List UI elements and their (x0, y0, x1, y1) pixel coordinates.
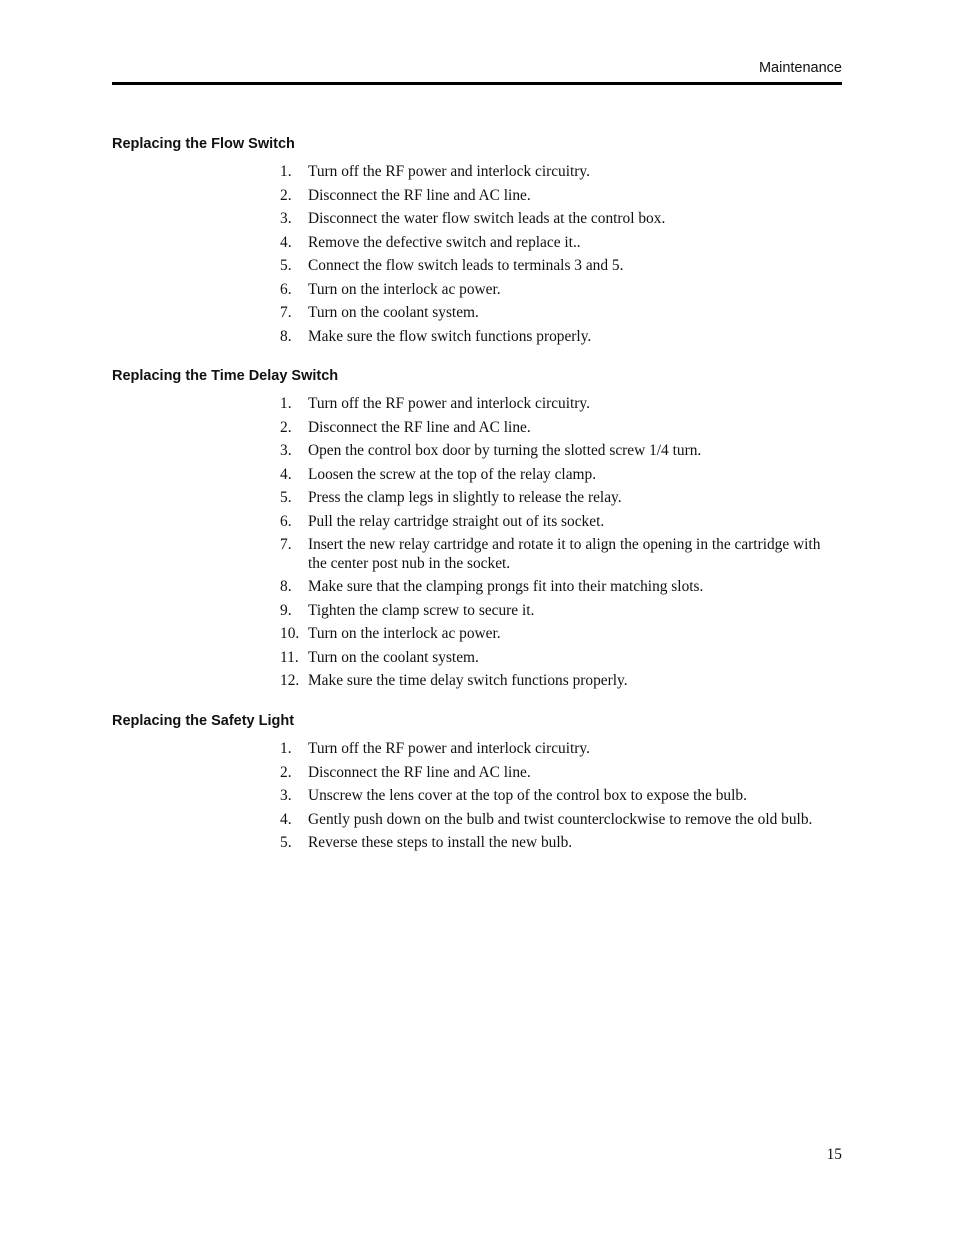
list-item (280, 740, 835, 759)
step-text: Turn on the interlock ac power. (308, 280, 501, 298)
step-text: Gently push down on the bulb and twist counterclockwise to remove the old bulb. (308, 810, 813, 828)
step-number: 4. (280, 810, 292, 828)
list-item (280, 442, 835, 461)
list-item (280, 764, 835, 783)
list-item (280, 625, 835, 644)
step-number: 3. (280, 210, 292, 227)
list-item (280, 466, 835, 485)
list-item (280, 419, 835, 438)
step-number: 5. (280, 257, 292, 274)
step-number: 8. (280, 578, 292, 595)
list-item (280, 787, 835, 806)
page-header (112, 58, 842, 86)
step-number: 4. (280, 465, 292, 483)
step-number: 3. (280, 442, 292, 459)
list-item (280, 163, 835, 182)
step-number: 4. (280, 233, 292, 251)
step-number: 11. (280, 648, 299, 666)
section-heading: Replacing the Time Delay Switch (112, 368, 339, 384)
step-number: 10. (280, 625, 300, 642)
list-item (280, 536, 835, 573)
section-heading: Replacing the Safety Light (112, 713, 295, 729)
step-text: Disconnect the RF line and AC line. (308, 763, 531, 781)
list-item (280, 834, 835, 853)
list-item (280, 257, 835, 276)
step-text: Loosen the screw at the top of the relay clamp. (308, 465, 597, 483)
step-number: 1. (280, 740, 292, 757)
header-rule (112, 82, 842, 85)
step-text: Unscrew the lens cover at the top of the control box to expose the bulb. (308, 787, 747, 804)
list-item (280, 304, 835, 323)
list-item (280, 234, 835, 253)
list-item (280, 513, 835, 532)
step-text: Make sure the flow switch functions properly. (308, 327, 592, 345)
list-item (280, 672, 835, 691)
list-item (280, 602, 835, 621)
step-text: Make sure that the clamping prongs fit into their matching slots. (308, 578, 704, 595)
step-number: 1. (280, 395, 292, 412)
list-item (280, 649, 835, 668)
step-text: Turn off the RF power and interlock circuitry. (308, 163, 590, 180)
list-item (280, 328, 835, 347)
step-text: Open the control box door by turning the slotted screw 1/4 turn. (308, 442, 702, 459)
list-item (280, 187, 835, 206)
step-number: 1. (280, 163, 292, 180)
step-text: Insert the new relay cartridge and rotate it to align the opening in the cartridge with the center post nub in the socket. (308, 536, 821, 572)
step-text: Disconnect the RF line and AC line. (308, 418, 531, 436)
step-text: Turn off the RF power and interlock circuitry. (308, 740, 590, 757)
step-text: Turn off the RF power and interlock circuitry. (308, 395, 590, 412)
list-item (280, 811, 835, 830)
list-item (280, 395, 835, 414)
page-number: 15 (826, 1146, 842, 1163)
list-item (280, 489, 835, 508)
step-text: Connect the flow switch leads to terminals 3 and 5. (308, 257, 624, 274)
step-number: 8. (280, 327, 292, 345)
step-number: 2. (280, 186, 292, 204)
step-number: 3. (280, 787, 292, 804)
step-list (280, 395, 835, 696)
step-number: 2. (280, 763, 292, 781)
step-text: Disconnect the RF line and AC line. (308, 186, 531, 204)
step-number: 5. (280, 489, 292, 506)
step-number: 6. (280, 512, 292, 530)
step-text: Pull the relay cartridge straight out of its socket. (308, 512, 605, 530)
running-head: Maintenance (758, 60, 842, 76)
section-heading: Replacing the Flow Switch (112, 136, 295, 152)
list-item (280, 210, 835, 229)
step-number: 6. (280, 280, 292, 298)
step-number: 7. (280, 304, 292, 321)
step-number: 9. (280, 601, 292, 619)
step-text: Reverse these steps to install the new bulb. (308, 834, 573, 851)
step-text: Remove the defective switch and replace it.. (308, 233, 581, 251)
step-text: Make sure the time delay switch functions properly. (308, 672, 628, 689)
step-number: 2. (280, 418, 292, 436)
step-text: Turn on the coolant system. (308, 304, 479, 321)
step-text: Press the clamp legs in slightly to release the relay. (308, 489, 622, 506)
list-item (280, 281, 835, 300)
step-text: Tighten the clamp screw to secure it. (308, 601, 535, 619)
step-list (280, 740, 835, 858)
step-text: Turn on the interlock ac power. (308, 625, 501, 642)
step-number: 5. (280, 834, 292, 851)
step-text: Turn on the coolant system. (308, 648, 479, 666)
step-list (280, 163, 835, 351)
step-text: Disconnect the water flow switch leads at the control box. (308, 210, 666, 227)
step-number: 7. (280, 536, 292, 553)
step-number: 12. (280, 672, 300, 689)
list-item (280, 578, 835, 597)
